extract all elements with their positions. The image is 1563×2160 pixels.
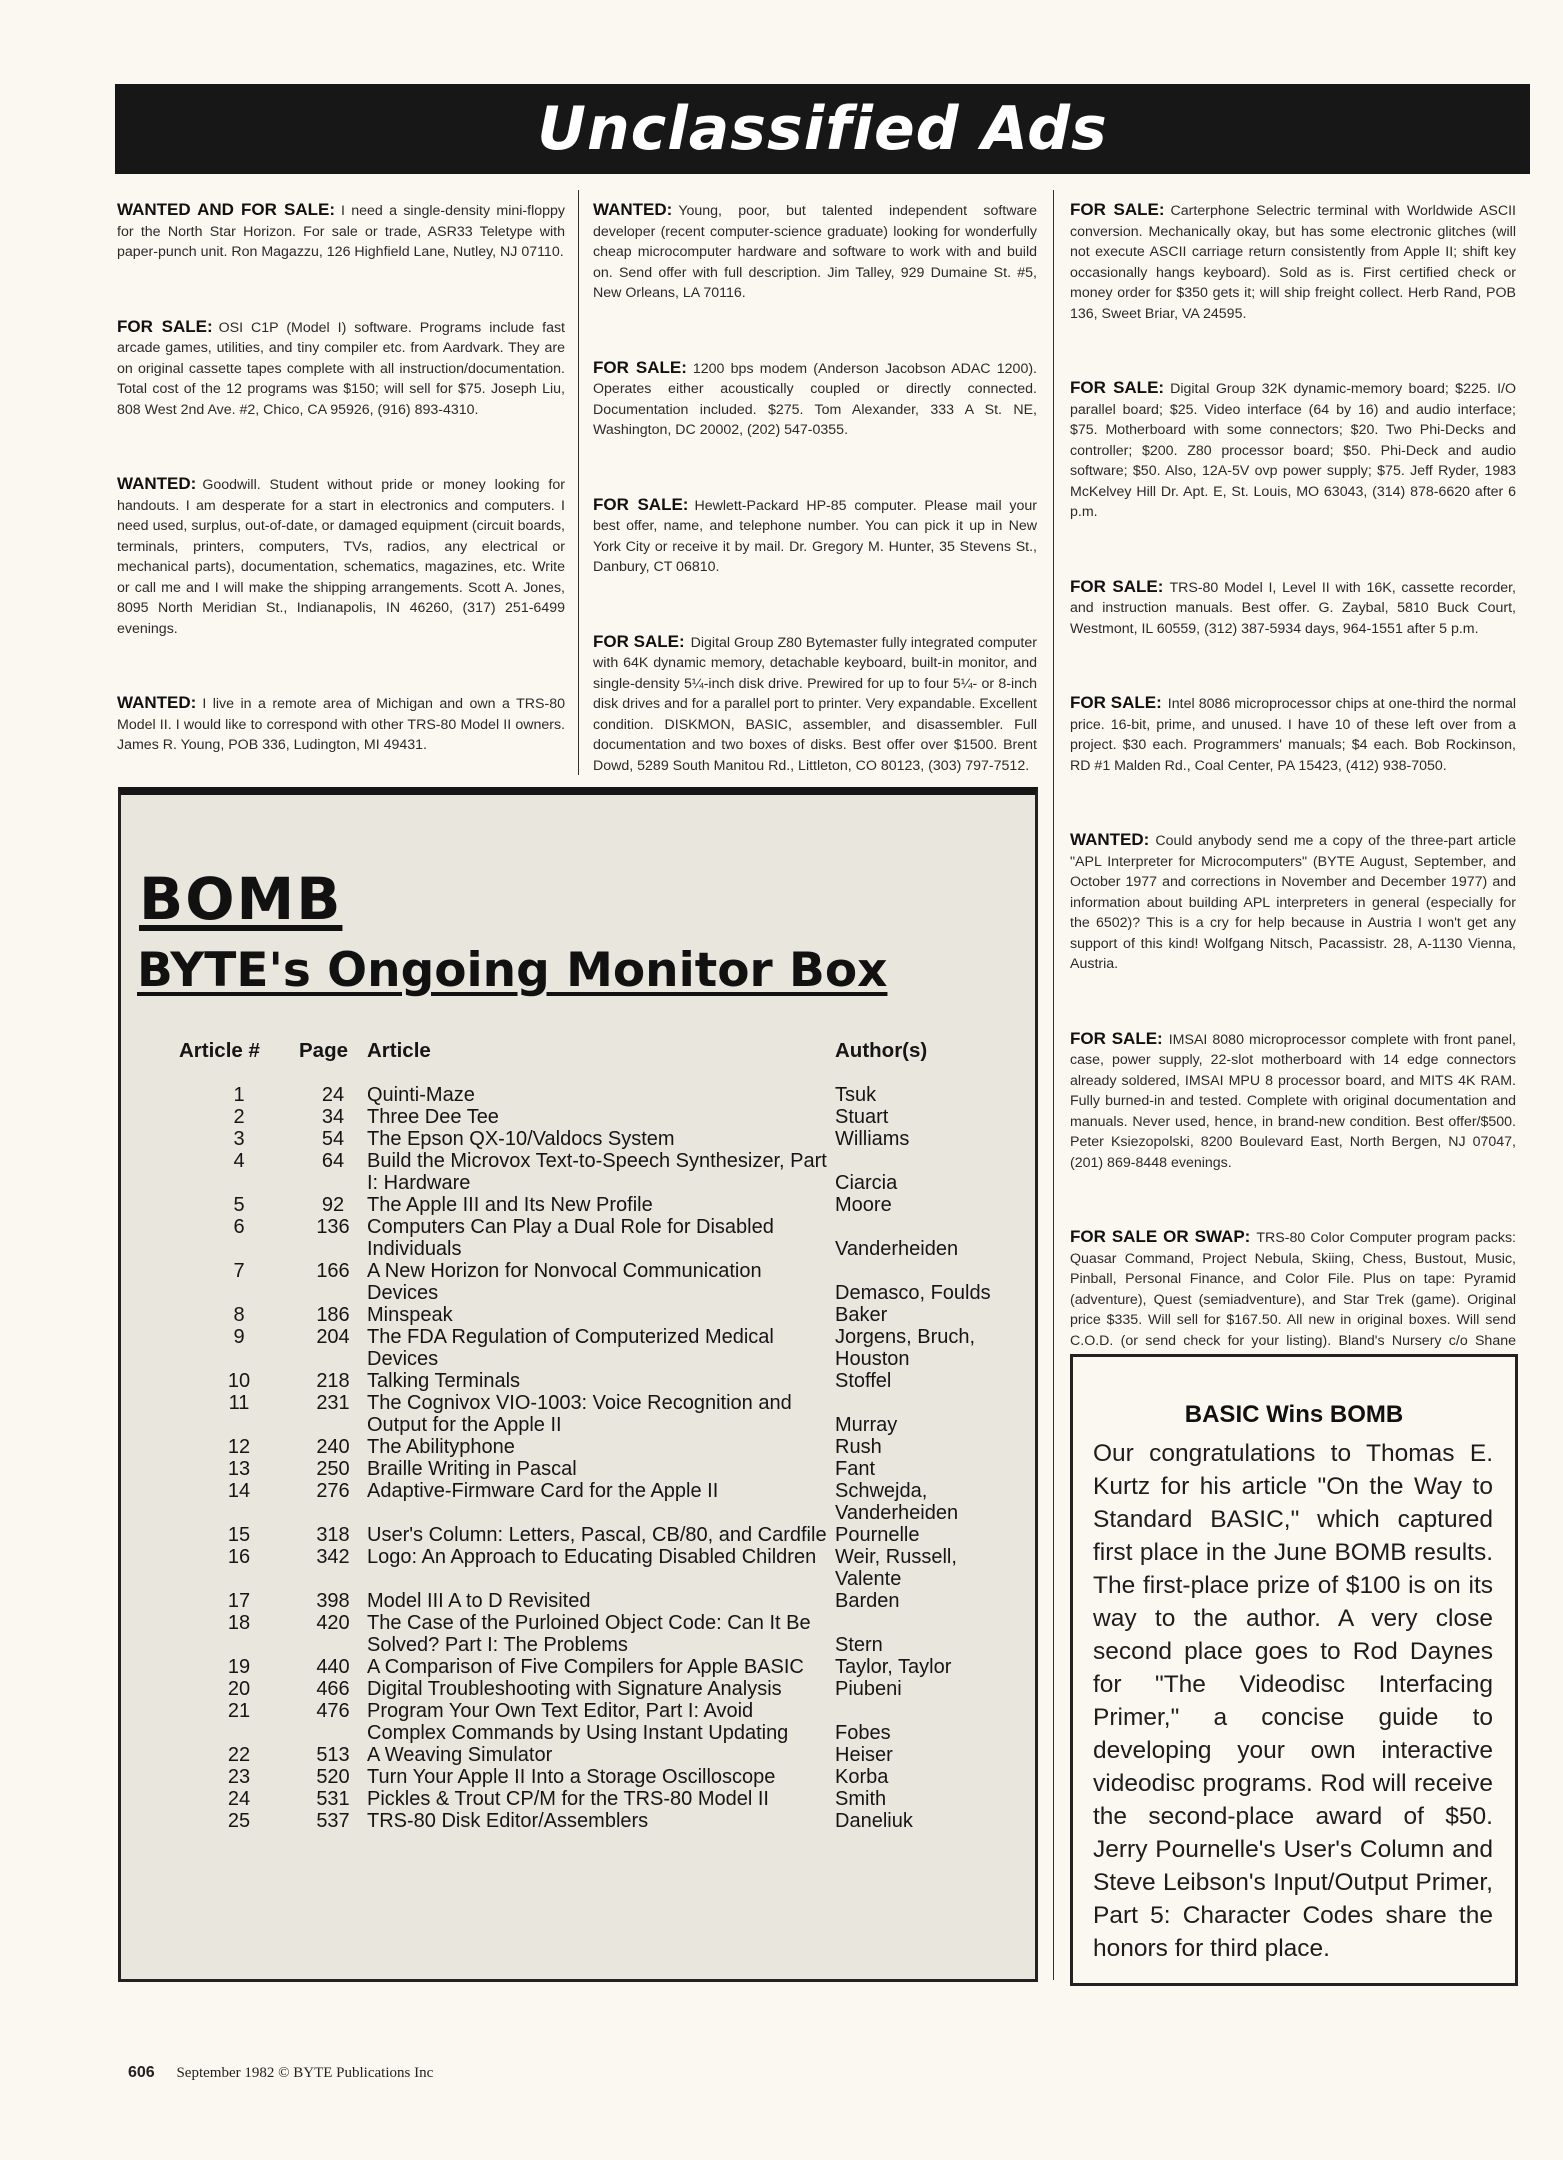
table-row [179, 1392, 1019, 1436]
authors: Daneliuk [835, 1810, 913, 1832]
page-number-cell: 240 [316, 1436, 350, 1458]
article-number: 24 [227, 1788, 251, 1810]
table-row [179, 1524, 1019, 1546]
ad-body: TRS-80 Color Computer program packs: Quasar Command, Project Nebula, Skiing, Chess, Bustout, Music, Pinball, Personal Finance, and Color File. Plus on tape: Pyramid (adventure), Quest (semiadventure), and Star Trek (game). Original price $335. Will sell for $167.50. All new in original boxes. Will send C.O.D. (or send check for your listing). Bland's Nursery c/o Shane [1070, 1230, 1516, 1349]
bomb-table [179, 1040, 1019, 1832]
ad-body: Digital Group 32K dynamic-memory board; $225. I/O parallel board; $25. Video interface (64 by 16) and audio interface; $75. Motherboard with some connectors; $20. Two Phi-Decks and controller; $200. Z80 processor board; $50. Phi-Deck and audio software; $50. Also, 12A-5V ovp power supply; $75. Jeff Ryder, 1983 McKelvey Hill Dr. Apt. E, St. Louis, MO 63043, (314) 878-6620 after 6 p.m. [1070, 381, 1516, 520]
article-title: The Apple III and Its New Profile [367, 1194, 653, 1216]
article-title: The Case of the Purloined Object Code: Can It Be Solved? Part I: The Problems [367, 1612, 811, 1656]
page-number-cell: 531 [316, 1788, 350, 1810]
classified-ad [593, 200, 1037, 304]
table-row [179, 1546, 1019, 1590]
authors: Fant [835, 1458, 876, 1480]
classified-ad [593, 495, 1037, 578]
article-title: Build the Microvox Text-to-Speech Synthesizer, Part I: Hardware [367, 1150, 827, 1194]
table-row [179, 1612, 1019, 1656]
table-row [179, 1458, 1019, 1480]
article-number: 15 [227, 1524, 251, 1546]
header-authors: Author(s) [835, 1039, 928, 1062]
article-title: The Abilityphone [367, 1436, 515, 1458]
article-title: Logo: An Approach to Educating Disabled Children [367, 1546, 817, 1568]
page-number-cell: 166 [316, 1260, 350, 1282]
page-number-cell: 537 [316, 1810, 350, 1832]
article-title: Digital Troubleshooting with Signature Analysis [367, 1678, 782, 1700]
header-article: Article [367, 1039, 431, 1062]
authors: Jorgens, Bruch, Houston [835, 1326, 976, 1370]
footer-credit: September 1982 © BYTE Publications Inc [176, 2065, 434, 2081]
table-row [179, 1216, 1019, 1260]
authors: Tsuk [835, 1084, 877, 1106]
authors: Schwejda, Vanderheiden [835, 1480, 959, 1524]
ad-heading: WANTED AND FOR SALE: [117, 200, 336, 219]
table-row [179, 1810, 1019, 1832]
article-title: Minspeak [367, 1304, 453, 1326]
page-number-cell: 92 [321, 1194, 345, 1216]
authors: Rush [835, 1436, 882, 1458]
authors: Barden [835, 1590, 900, 1612]
classified-ad [1070, 577, 1516, 640]
table-row [179, 1370, 1019, 1392]
authors: Heiser [835, 1744, 893, 1766]
authors: Piubeni [835, 1678, 902, 1700]
article-number: 6 [233, 1216, 245, 1238]
table-row [179, 1084, 1019, 1106]
article-title: Model III A to D Revisited [367, 1590, 591, 1612]
table-row [179, 1700, 1019, 1744]
article-number: 12 [227, 1436, 251, 1458]
ad-heading: FOR SALE: [1070, 1028, 1163, 1048]
authors: Ciarcia [835, 1172, 898, 1194]
article-number: 7 [233, 1260, 245, 1282]
article-number: 14 [227, 1480, 251, 1502]
article-number: 9 [233, 1326, 245, 1348]
classified-ad [1070, 378, 1516, 523]
table-row [179, 1480, 1019, 1524]
ad-body: TRS-80 Model I, Level II with 16K, cassette recorder, and instruction manuals. Best offer. G. Zaybal, 5810 Buck Court, Westmont, IL 60559, (312) 387-5934 days, 964-1551 after 5 p.m. [1070, 579, 1516, 637]
ads-column-right [1070, 200, 1516, 1426]
page-number-cell: 136 [316, 1216, 350, 1238]
ad-body: Goodwill. Student without pride or money looking for handouts. I am desperate for a start in electronics and computers. I need used, surplus, out-of-date, or damaged equipment (circuit boards, terminals, printers, computers, TVs, radios, any electrical or mechanical parts), documentation, schematics, magazines, etc. Write or call me and I will make the shipping arrangements. Scott A. Jones, 8095 North Meridian St., Indianapolis, IN 46260, (317) 251-6499 evenings. [117, 477, 565, 637]
table-row [179, 1590, 1019, 1612]
article-title: Three Dee Tee [367, 1106, 499, 1128]
article-title: A Comparison of Five Compilers for Apple BASIC [367, 1656, 804, 1678]
ad-heading: FOR SALE OR SWAP: [1070, 1227, 1251, 1246]
table-row [179, 1304, 1019, 1326]
table-row [179, 1326, 1019, 1370]
page-number-cell: 186 [316, 1304, 350, 1326]
authors: Demasco, Foulds [835, 1282, 991, 1304]
bomb-subtitle: BYTE's Ongoing Monitor Box [137, 943, 888, 998]
ad-body: 1200 bps modem (Anderson Jacobson ADAC 1200). Operates either acoustically coupled or directly connected. Documentation included. $275. Tom Alexander, 333 A St. NE, Washington, DC 20002, (202) 547-0355. [593, 360, 1037, 438]
article-title: The Epson QX-10/Valdocs System [367, 1128, 675, 1150]
article-number: 11 [228, 1392, 250, 1414]
article-number: 23 [227, 1766, 251, 1788]
classified-ad [1070, 693, 1516, 776]
ad-heading: FOR SALE: [1070, 576, 1164, 596]
ad-heading: FOR SALE: [1070, 378, 1165, 397]
article-title: User's Column: Letters, Pascal, CB/80, and Cardfile [367, 1524, 827, 1546]
section-title: Unclassified Ads [537, 94, 1108, 164]
page-number-cell: 250 [316, 1458, 350, 1480]
classified-ad [1070, 1029, 1516, 1174]
authors: Murray [835, 1414, 898, 1436]
page-number-cell: 34 [321, 1106, 345, 1128]
classified-ad [1070, 830, 1516, 975]
authors: Stuart [835, 1106, 889, 1128]
page-number-cell: 54 [321, 1128, 345, 1150]
ad-body: Could anybody send me a copy of the three-part article "APL Interpreter for Microcomputers" (BYTE August, September, and October 1977 and corrections in November and December 1977) and information about building APL interpreters in general (especially for the 6502)? This is a cry for help because in Austria I won't get any support of this kind! Wolfgang Nitsch, Pacassistr. 28, A-1130 Vienna, Austria. [1070, 833, 1516, 972]
article-number: 2 [233, 1106, 245, 1128]
ad-body: IMSAI 8080 microprocessor complete with front panel, case, power supply, 22-slot motherboard with 14 edge connectors already soldered, IMSAI MPU 8 processor board, and MITS 4K RAM. Fully burned-in and tested. Complete with original documentation and manuals. Never used, hence, in brand-new condition. Best offer/$500. Peter Ksiezopolski, 8200 Boulevard East, North Bergen, NJ 07047, (201) 869-8448 evenings. [1070, 1031, 1517, 1171]
column-divider [578, 190, 579, 775]
article-number: 13 [227, 1458, 251, 1480]
authors: Fobes [835, 1722, 891, 1744]
ad-heading: WANTED: [117, 474, 197, 493]
article-title: Talking Terminals [367, 1370, 521, 1392]
table-row [179, 1788, 1019, 1810]
classified-ad [117, 317, 565, 421]
classified-ad [117, 200, 565, 263]
basic-box-title: BASIC Wins BOMB [1184, 1401, 1404, 1428]
ad-body: I need a single-density mini-floppy for the North Star Horizon. For sale or trade, ASR33 Teletype with paper-punch unit. Ron Magazzu, 126 Highfield Lane, Nutley, NJ 07110. [117, 203, 565, 260]
ad-body: I live in a remote area of Michigan and own a TRS-80 Model II. I would like to correspond with other TRS-80 Model II owners. James R. Young, POB 336, Ludington, MI 49431. [117, 696, 565, 753]
article-number: 4 [233, 1150, 245, 1172]
article-title: Braille Writing in Pascal [367, 1458, 577, 1480]
column-divider [1053, 190, 1054, 1980]
article-title: The FDA Regulation of Computerized Medical Devices [367, 1326, 774, 1370]
table-row [179, 1766, 1019, 1788]
article-title: A Weaving Simulator [367, 1744, 553, 1766]
ad-body: Intel 8086 microprocessor chips at one-third the normal price. 16-bit, prime, and unused. I have 10 of these left over from a project. $30 each. Programmers' manuals; $4 each. Bob Rockinson, RD #1 Malden Rd., Coal Center, PA 15423, (412) 938-7050. [1070, 696, 1517, 774]
ads-column-middle [593, 200, 1037, 830]
table-row [179, 1744, 1019, 1766]
ad-heading: FOR SALE: [593, 494, 689, 514]
page-number-cell: 398 [316, 1590, 350, 1612]
article-number: 19 [227, 1656, 251, 1678]
authors: Stern [835, 1634, 883, 1656]
table-row [179, 1678, 1019, 1700]
classified-ad [1070, 1227, 1516, 1372]
table-row [179, 1656, 1019, 1678]
article-number: 18 [227, 1612, 251, 1634]
ad-body: Carterphone Selectric terminal with Worldwide ASCII conversion. Mechanically okay, but has some electronic glitches (will not execute ASCII carriage return consistently from Apple II; shift key occasionally hangs keyboard). Sold as is. First certified check or money order for $350 gets it; will ship freight collect. Herb Rand, POB 136, Sweet Briar, VA 24595. [1070, 203, 1516, 322]
authors: Smith [835, 1788, 887, 1810]
ad-heading: WANTED: [1070, 830, 1150, 849]
authors: Pournelle [835, 1524, 920, 1546]
ad-body: Young, poor, but talented independent software developer (recent computer-science graduate) looking for wonderfully cheap microcomputer hardware and software to work with and build on. Send offer with full description. Jim Talley, 929 Dumaine St. #5, New Orleans, LA 70116. [593, 203, 1037, 301]
article-number: 17 [227, 1590, 251, 1612]
article-number: 1 [233, 1084, 245, 1106]
basic-box-text: Our congratulations to Thomas E. Kurtz for his article "On the Way to Standard BASIC," which captured first place in the June BOMB results. The first-place prize of $100 is on its way to the author. A very close second place goes to Rod Daynes for "The Videodisc Interfacing Primer," a concise guide to developing your own interactive videodisc programs. Rod will receive the second-place award of $50. Jerry Pournelle's User's Column and Steve Leibson's Input/Output Primer, Part 5: Character Codes share the honors for third place. [1093, 1440, 1493, 1962]
article-number: 8 [233, 1304, 245, 1326]
bomb-box [118, 787, 1038, 1982]
article-title: Adaptive-Firmware Card for the Apple II [367, 1480, 719, 1502]
article-title: Pickles & Trout CP/M for the TRS-80 Model II [367, 1788, 769, 1810]
page-number-cell: 24 [321, 1084, 345, 1106]
article-number: 20 [227, 1678, 251, 1700]
table-row [179, 1106, 1019, 1128]
page-number-cell: 466 [316, 1678, 350, 1700]
page-number-cell: 318 [316, 1524, 350, 1546]
section-banner [115, 84, 1530, 174]
classified-ad [1070, 200, 1516, 324]
ad-heading: FOR SALE: [593, 631, 685, 651]
authors: Weir, Russell, Valente [835, 1546, 957, 1590]
page-number: 606 [128, 2064, 155, 2081]
table-row [179, 1194, 1019, 1216]
page-number-cell: 476 [316, 1700, 350, 1722]
authors: Baker [835, 1304, 888, 1326]
article-title: A New Horizon for Nonvocal Communication Devices [367, 1260, 762, 1304]
classified-ad [117, 474, 565, 639]
article-title: Turn Your Apple II Into a Storage Oscilloscope [367, 1766, 776, 1788]
page-footer [128, 2064, 433, 2082]
page-number-cell: 204 [316, 1326, 350, 1348]
article-number: 16 [227, 1546, 251, 1568]
ad-body: OSI C1P (Model I) software. Programs include fast arcade games, utilities, and tiny compiler etc. from Aardvark. They are on original cassette tapes complete with all instruction/documentation. Total cost of the 12 programs was $150; will sell for $75. Joseph Liu, 808 West 2nd Ave. #2, Chico, CA 95926, (916) 893-4310. [117, 319, 565, 418]
authors: Stoffel [835, 1370, 892, 1392]
bomb-title: BOMB [139, 865, 343, 933]
bomb-table-header [179, 1040, 1019, 1084]
classified-ad [593, 632, 1037, 777]
basic-wins-bomb-box [1070, 1354, 1518, 1986]
ad-heading: FOR SALE: [1070, 200, 1165, 219]
bomb-table-body [179, 1084, 1019, 1832]
article-number: 21 [227, 1700, 251, 1722]
page-number-cell: 64 [321, 1150, 345, 1172]
page-number-cell: 513 [316, 1744, 350, 1766]
article-title: Computers Can Play a Dual Role for Disabled Individuals [367, 1216, 774, 1260]
table-row [179, 1260, 1019, 1304]
article-number: 25 [227, 1810, 251, 1832]
authors: Taylor, Taylor [835, 1656, 952, 1678]
article-title: Program Your Own Text Editor, Part I: Avoid Complex Commands by Using Instant Updating [367, 1700, 789, 1744]
classified-ad [117, 693, 565, 756]
ad-heading: WANTED: [117, 693, 197, 712]
authors: Moore [835, 1194, 892, 1216]
authors: Vanderheiden [835, 1238, 959, 1260]
ad-heading: FOR SALE: [1070, 693, 1162, 712]
ad-body: Hewlett-Packard HP-85 computer. Please mail your best offer, name, and telephone number. You can pick it up in New York City or receive it by mail. Dr. Gregory M. Hunter, 35 Stevens St., Danbury, CT 06810. [593, 497, 1038, 575]
header-page: Page [299, 1039, 348, 1062]
ad-body: Digital Group Z80 Bytemaster fully integrated computer with 64K dynamic memory, detachable keyboard, built-in monitor, and single-density 5¼-inch disk drive. Prewired for up to four 5¼- or 8-inch disk drives and for a parallel port to printer. Very expandable. Excellent condition. DISKMON, BASIC, assembler, and disassembler. Full documentation and two boxes of disks. Best offer over $1500. Brent Dowd, 5289 South Manitou Rd., Littleton, CO 80123, (303) 797-7512. [593, 634, 1037, 774]
page-number-cell: 276 [316, 1480, 350, 1502]
article-number: 10 [227, 1370, 251, 1392]
page-number-cell: 440 [316, 1656, 350, 1678]
ads-column-left [117, 200, 565, 810]
classified-ad [593, 358, 1037, 441]
ad-heading: WANTED: [593, 200, 673, 219]
article-title: TRS-80 Disk Editor/Assemblers [367, 1810, 649, 1832]
table-row [179, 1150, 1019, 1194]
page-number-cell: 420 [316, 1612, 350, 1634]
page-number-cell: 520 [316, 1766, 350, 1788]
article-number: 22 [227, 1744, 251, 1766]
article-title: Quinti-Maze [367, 1084, 475, 1106]
table-row [179, 1436, 1019, 1458]
authors: Williams [835, 1128, 910, 1150]
page-number-cell: 342 [316, 1546, 350, 1568]
page-number-cell: 231 [316, 1392, 350, 1414]
article-number: 5 [233, 1194, 245, 1216]
article-number: 3 [233, 1128, 245, 1150]
ad-heading: FOR SALE: [593, 357, 687, 377]
page-number-cell: 218 [316, 1370, 350, 1392]
article-title: The Cognivox VIO-1003: Voice Recognition and Output for the Apple II [367, 1392, 792, 1436]
header-article-number: Article # [179, 1039, 260, 1062]
authors: Korba [835, 1766, 889, 1788]
ad-heading: FOR SALE: [117, 316, 213, 336]
table-row [179, 1128, 1019, 1150]
